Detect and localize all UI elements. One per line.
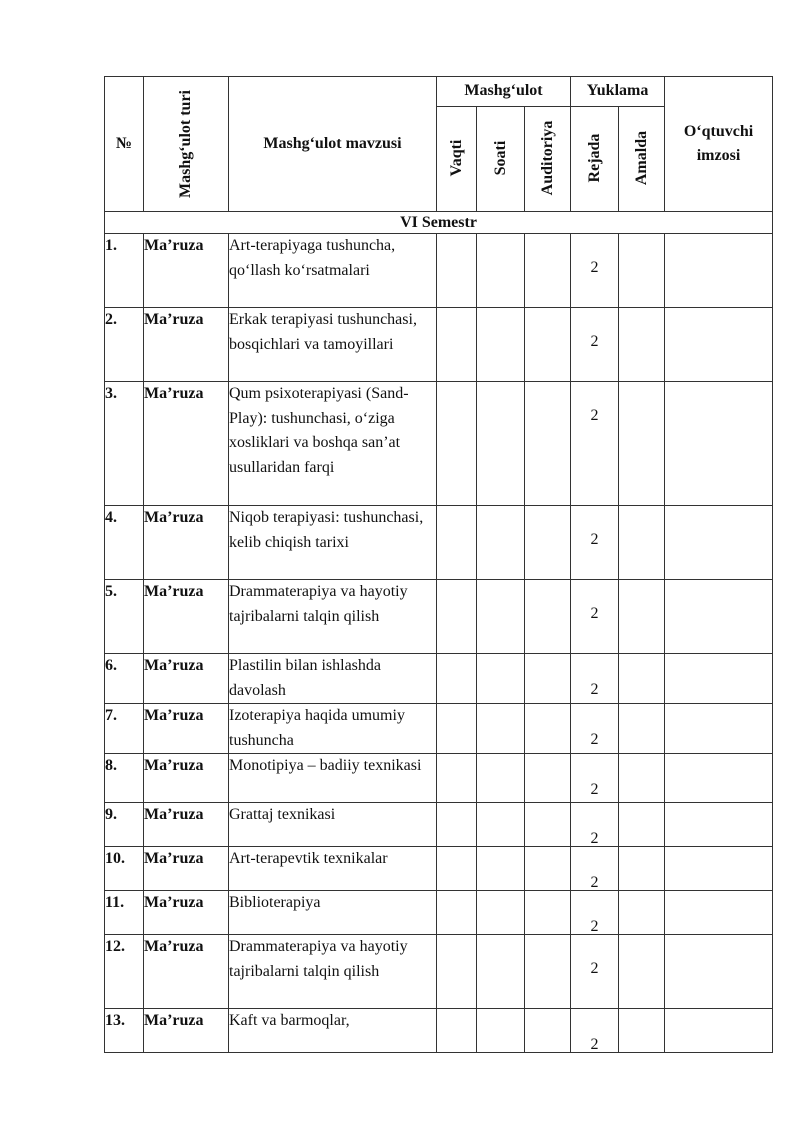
row-room [525,1009,571,1053]
row-room [525,308,571,382]
row-signature [665,308,773,382]
row-planned-value: 2 [590,605,599,622]
row-number: 5. [105,580,144,654]
row-signature [665,704,773,754]
row-actual [619,891,665,935]
row-type: Ma’ruza [144,506,229,580]
header-time-cell [437,107,477,212]
row-planned-value: 2 [590,333,599,350]
table-row [105,1009,773,1053]
row-signature [665,754,773,803]
row-time [437,382,477,506]
row-type: Ma’ruza [144,382,229,506]
row-actual [619,847,665,891]
row-room [525,382,571,506]
row-type: Ma’ruza [144,704,229,754]
row-time [437,754,477,803]
row-type: Ma’ruza [144,891,229,935]
row-signature [665,935,773,1009]
row-number: 10. [105,847,144,891]
row-topic: Grattaj texnikasi [229,803,437,847]
row-signature [665,506,773,580]
row-hours [477,1009,525,1053]
row-topic: Biblioterapiya [229,891,437,935]
row-actual [619,654,665,704]
row-topic: Art-terapevtik texnikalar [229,847,437,891]
header-type: Mashg‘ulot turi [177,90,194,198]
row-hours [477,654,525,704]
row-actual [619,935,665,1009]
row-time [437,1009,477,1053]
row-type: Ma’ruza [144,935,229,1009]
row-planned [571,891,619,935]
row-hours [477,704,525,754]
row-planned-value: 2 [590,960,599,977]
row-number: 8. [105,754,144,803]
row-planned-value: 2 [590,681,599,698]
row-number: 12. [105,935,144,1009]
row-type: Ma’ruza [144,234,229,308]
row-planned [571,1009,619,1053]
header-planned: Rejada [585,133,603,183]
row-room [525,935,571,1009]
row-type: Ma’ruza [144,308,229,382]
header-signature: O‘qtuvchi imzosi [665,77,773,212]
row-planned-value: 2 [590,918,599,935]
row-number: 4. [105,506,144,580]
header-session-group: Mashg‘ulot [437,77,571,107]
row-topic: Niqob terapiyasi: tushunchasi, kelib chiqish tarixi [229,506,437,580]
table-row [105,704,773,754]
row-topic: Erkak terapiyasi tushunchasi, bosqichlari va tamoyillari [229,308,437,382]
row-time [437,847,477,891]
row-signature [665,382,773,506]
row-signature [665,891,773,935]
row-room [525,234,571,308]
row-topic: Plastilin bilan ishlashda davolash [229,654,437,704]
row-time [437,506,477,580]
row-hours [477,847,525,891]
table-row [105,935,773,1009]
table-row [105,754,773,803]
row-planned [571,935,619,1009]
row-number: 2. [105,308,144,382]
table-row [105,803,773,847]
row-room [525,654,571,704]
row-room [525,803,571,847]
row-hours [477,308,525,382]
row-planned-value: 2 [590,874,599,891]
row-number: 13. [105,1009,144,1053]
row-planned [571,754,619,803]
row-type: Ma’ruza [144,803,229,847]
row-number: 11. [105,891,144,935]
table-row [105,891,773,935]
row-hours [477,754,525,803]
row-time [437,654,477,704]
row-hours [477,580,525,654]
row-planned [571,580,619,654]
header-topic: Mashg‘ulot mavzusi [229,77,437,212]
row-planned-value: 2 [590,407,599,424]
row-planned [571,847,619,891]
row-signature [665,847,773,891]
row-actual [619,506,665,580]
row-topic: Monotipiya – badiiy texnikasi [229,754,437,803]
row-room [525,891,571,935]
row-time [437,308,477,382]
row-hours [477,382,525,506]
row-room [525,754,571,803]
row-planned-value: 2 [590,259,599,276]
row-topic: Qum psixoterapiyasi (Sand-Play): tushunchasi, o‘ziga xosliklari va boshqa san’at usullaridan farqi [229,382,437,506]
row-time [437,803,477,847]
row-actual [619,382,665,506]
row-topic: Izoterapiya haqida umumiy tushuncha [229,704,437,754]
row-number: 9. [105,803,144,847]
row-time [437,935,477,1009]
row-number: 7. [105,704,144,754]
header-hours-cell [477,107,525,212]
table-row [105,382,773,506]
row-planned [571,803,619,847]
row-signature [665,234,773,308]
row-planned-value: 2 [590,781,599,798]
row-planned-value: 2 [590,531,599,548]
header-hours: Soati [491,140,509,176]
table-row [105,654,773,704]
header-number: № [105,77,144,212]
row-actual [619,580,665,654]
row-hours [477,891,525,935]
row-actual [619,234,665,308]
row-topic: Drammaterapiya va hayotiy tajribalarni talqin qilish [229,935,437,1009]
header-load-group: Yuklama [571,77,665,107]
row-planned [571,382,619,506]
lesson-journal-table [104,76,773,1053]
row-number: 6. [105,654,144,704]
table-row [105,308,773,382]
row-signature [665,803,773,847]
row-actual [619,1009,665,1053]
row-planned [571,308,619,382]
row-number: 3. [105,382,144,506]
row-time [437,891,477,935]
semester-heading: VI Semestr [105,212,773,234]
row-type: Ma’ruza [144,654,229,704]
header-planned-cell [571,107,619,212]
row-time [437,580,477,654]
row-planned-value: 2 [590,1036,599,1053]
row-topic: Art-terapiyaga tushuncha, qo‘llash ko‘rsatmalari [229,234,437,308]
header-room: Auditoriya [538,120,556,196]
row-hours [477,803,525,847]
header-time: Vaqti [447,139,465,177]
row-time [437,234,477,308]
row-topic: Drammaterapiya va hayotiy tajribalarni talqin qilish [229,580,437,654]
header-actual-cell [619,107,665,212]
row-room [525,506,571,580]
table-row [105,847,773,891]
row-signature [665,1009,773,1053]
row-planned [571,704,619,754]
row-signature [665,654,773,704]
row-room [525,580,571,654]
row-planned [571,234,619,308]
row-signature [665,580,773,654]
header-room-cell [525,107,571,212]
row-type: Ma’ruza [144,754,229,803]
row-actual [619,803,665,847]
header-type-cell [144,77,229,212]
row-type: Ma’ruza [144,847,229,891]
row-actual [619,754,665,803]
row-hours [477,234,525,308]
row-hours [477,506,525,580]
table-row [105,580,773,654]
row-planned [571,506,619,580]
row-planned [571,654,619,704]
table-row [105,506,773,580]
row-actual [619,308,665,382]
row-actual [619,704,665,754]
row-room [525,847,571,891]
row-number: 1. [105,234,144,308]
row-planned-value: 2 [590,731,599,748]
row-hours [477,935,525,1009]
row-time [437,704,477,754]
row-topic: Kaft va barmoqlar, [229,1009,437,1053]
row-type: Ma’ruza [144,580,229,654]
table-row [105,234,773,308]
row-room [525,704,571,754]
row-planned-value: 2 [590,830,599,847]
row-type: Ma’ruza [144,1009,229,1053]
header-actual: Amalda [632,130,650,186]
